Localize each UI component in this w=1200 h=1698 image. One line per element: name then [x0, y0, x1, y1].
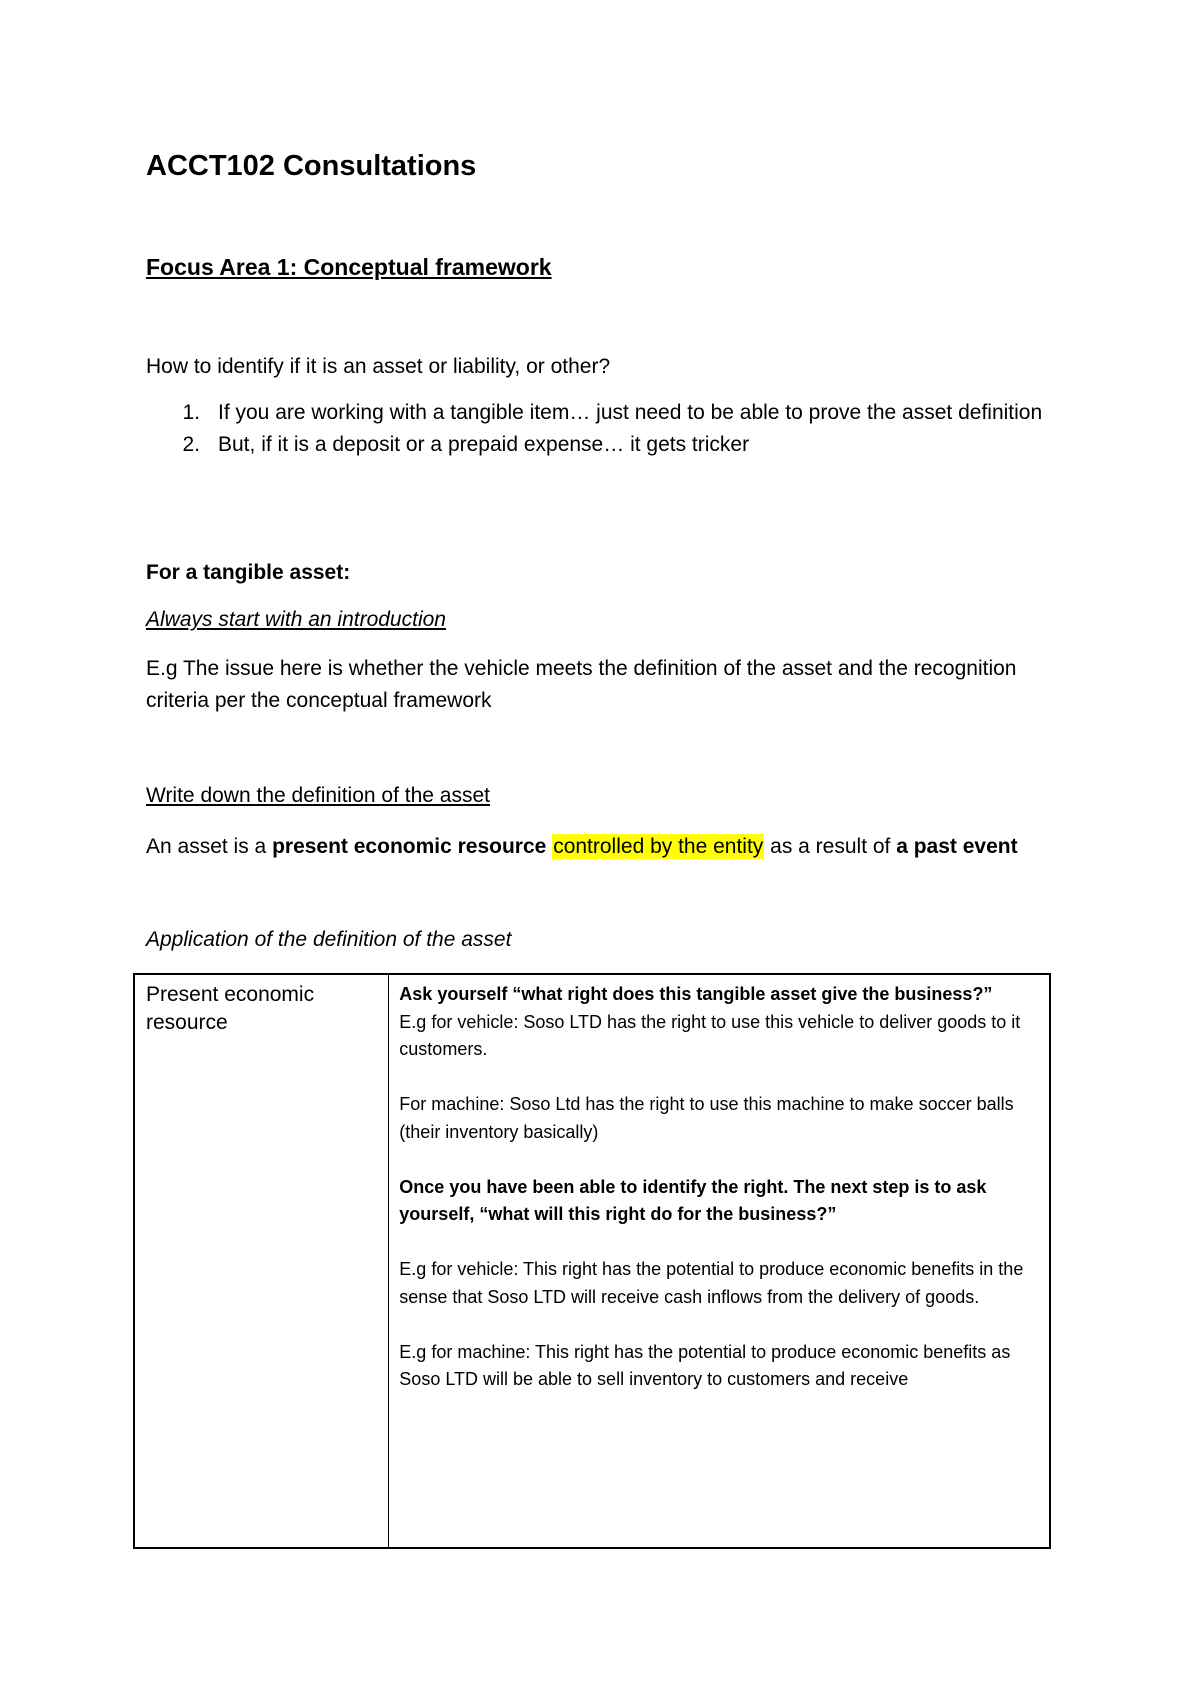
definition-highlight-control: controlled by the entity	[553, 835, 764, 858]
identify-question: How to identify if it is an asset or liability, or other?	[146, 355, 611, 378]
vehicle-benefit-example: E.g for vehicle: This right has the potential to produce economic benefits in the sense that Soso LTD will receive cash inflows from the delivery of goods.	[399, 1259, 1024, 1307]
numbered-list	[146, 397, 1046, 461]
definition-text: as a result of	[764, 835, 897, 858]
vehicle-right-example: E.g for vehicle: Soso LTD has the right to use this vehicle to deliver goods to it customers.	[399, 1011, 1021, 1059]
ask-yourself-prompt: Ask yourself “what right does this tangible asset give the business?”	[399, 984, 993, 1004]
definition-subheading: Write down the definition of the asset	[146, 784, 490, 807]
list-item	[146, 429, 1046, 461]
application-heading: Application of the definition of the asset	[146, 928, 512, 951]
list-item-number: 2.	[182, 433, 200, 456]
next-step-prompt: Once you have been able to identify the right. The next step is to ask yourself, “what will this right do for the business?”	[399, 1176, 987, 1224]
list-item-number: 1.	[182, 401, 200, 424]
definition-bold-past-event: a past event	[896, 835, 1018, 858]
tangible-asset-heading: For a tangible asset:	[146, 561, 351, 584]
asset-definition	[146, 831, 1018, 863]
list-item-text: If you are working with a tangible item… just need to be able to prove the asset definition	[218, 401, 1043, 424]
machine-right-example: For machine: Soso Ltd has the right to use this machine to make soccer balls (their inventory basically)	[399, 1094, 1014, 1142]
application-table	[133, 973, 1051, 1549]
definition-bold-resource: present economic resource	[272, 835, 547, 858]
document-title: ACCT102 Consultations	[146, 150, 477, 182]
list-item	[146, 397, 1046, 429]
list-item-text: But, if it is a deposit or a prepaid expense… it gets tricker	[218, 433, 750, 456]
table-cell-explanation	[389, 975, 1049, 1547]
focus-area-heading: Focus Area 1: Conceptual framework	[146, 254, 552, 280]
definition-text: An asset is a	[146, 835, 273, 858]
introduction-subheading: Always start with an introduction	[146, 608, 446, 631]
table-cell-criterion: Present economic resource	[135, 975, 389, 1547]
introduction-example: E.g The issue here is whether the vehicle meets the definition of the asset and the recognition criteria per the conceptual framework	[146, 657, 1017, 712]
machine-benefit-example: E.g for machine: This right has the potential to produce economic benefits as Soso LTD will be able to sell inventory to customers and receive	[399, 1341, 1011, 1389]
